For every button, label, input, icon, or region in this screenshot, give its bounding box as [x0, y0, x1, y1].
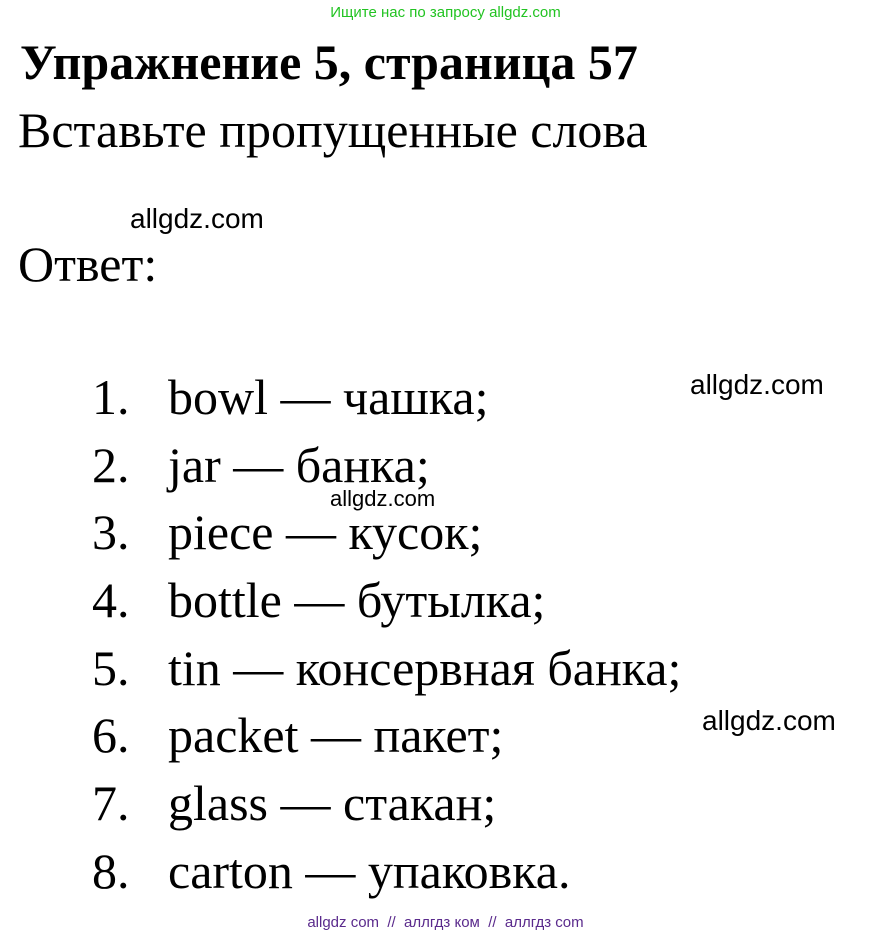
- watermark-4: allgdz.com: [702, 705, 836, 736]
- answer-item-text: packet — пакет;: [168, 707, 504, 764]
- answer-item-number: 5.: [92, 639, 130, 696]
- answer-item-number: 3.: [92, 504, 130, 561]
- answer-item-text: jar — банка;: [168, 436, 430, 493]
- answer-item-number: 4.: [92, 572, 130, 629]
- page-title: Упражнение 5, страница 57: [20, 34, 638, 90]
- answer-item-number: 6.: [92, 707, 130, 764]
- answer-item-text: bowl — чашка;: [168, 369, 489, 425]
- answer-item-text: carton — упаковка.: [168, 842, 571, 899]
- answer-item-text: tin — консервная банка;: [168, 639, 682, 696]
- answer-item-number: 1.: [92, 369, 130, 425]
- answer-label: Ответ:: [18, 236, 158, 292]
- footer-note: allgdz com // аллгдз ком // аллгдз com: [307, 914, 584, 931]
- answer-item-number: 7.: [92, 775, 130, 832]
- answer-item-text: bottle — бутылка;: [168, 572, 546, 629]
- watermark-3: allgdz.com: [330, 486, 436, 511]
- watermark-2: allgdz.com: [690, 369, 824, 400]
- answer-item-number: 8.: [92, 842, 130, 899]
- answer-item-text: piece — кусок;: [168, 504, 483, 561]
- answer-item-number: 2.: [92, 436, 130, 493]
- answer-item-text: glass — стакан;: [168, 775, 497, 832]
- task-instruction: Вставьте пропущенные слова: [18, 102, 648, 158]
- search-note: Ищите нас по запросу allgdz.com: [330, 4, 561, 21]
- watermark-1: allgdz.com: [130, 203, 264, 234]
